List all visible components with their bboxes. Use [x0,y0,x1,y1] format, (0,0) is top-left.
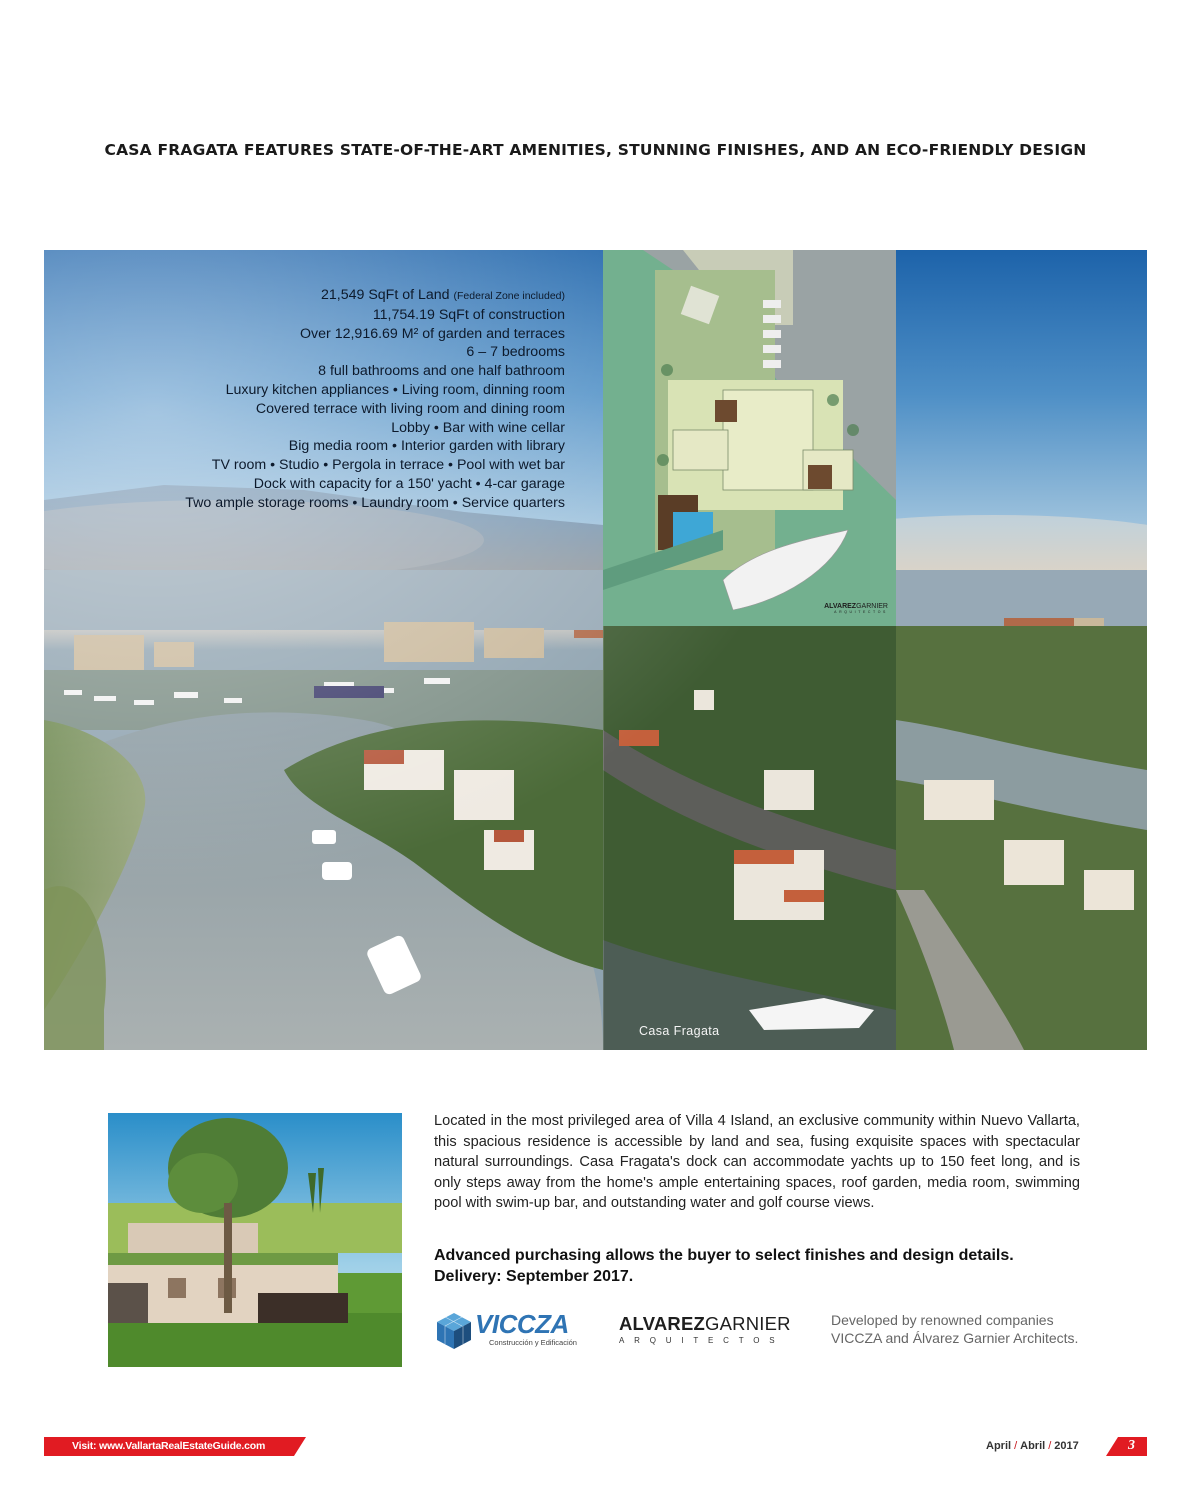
purchase-note-line1: Advanced purchasing allows the buyer to select finishes and design details. [434,1247,1014,1264]
alvarez-garnier-wordmark: ALVAREZGARNIER [619,1313,791,1334]
delivery-date: Delivery: September 2017. [434,1268,634,1285]
site-plan-drawing [603,250,896,626]
purchase-note [434,1245,1094,1287]
property-description: Located in the most privileged area of Villa 4 Island, an exclusive community within Nuevo Vallarta, this spacious residence is accessible by land and sea, fusing exquisite spaces with spectacular natural surroundings. Casa Fragata's dock can accommodate yachts up to 150 feet long, and is only steps away from the home's ample entertaining spaces, roof garden, media room, swimming pool with swim-up bar, and outstanding water and golf course views. [434,1113,1080,1211]
viccza-logo [434,1311,584,1351]
feature-item: Two ample storage rooms • Laundry room • Service quarters [185,494,565,511]
alvarez-garnier-subtitle: ARQUITECTOS [619,1336,785,1345]
feature-item: 6 – 7 bedrooms [466,344,565,361]
issue-date: April / Abril / 2017 [986,1440,1079,1452]
features-list [185,286,565,513]
plan-architect-logo: ALVAREZGARNIER ARQUITECTOS [824,603,888,614]
feature-item: 11,754.19 SqFt of construction [372,306,565,323]
page-number: 3 [1128,1438,1135,1453]
hero-aerial-image [44,250,1147,1050]
developed-by-text: Developed by renowned companies VICCZA and Álvarez Garnier Architects. [831,1312,1079,1346]
feature-item: Luxury kitchen appliances • Living room, dinning room [225,381,565,398]
footer-website-link[interactable]: Visit: www.VallartaRealEstateGuide.com [72,1440,266,1452]
feature-item: Over 12,916.69 M² of garden and terraces [300,325,565,342]
viccza-cube-icon [434,1311,474,1351]
feature-land: 21,549 SqFt of Land (Federal Zone included) [320,287,565,303]
feature-item: TV room • Studio • Pergola in terrace • Pool with wet bar [211,457,565,474]
feature-item: Dock with capacity for a 150' yacht • 4-car garage [253,475,565,492]
casa-fragata-aerial [603,626,897,1050]
viccza-tagline: Construcción y Edificación [489,1338,577,1347]
feature-item: Covered terrace with living room and dining room [255,400,565,417]
feature-item: Lobby • Bar with wine cellar [391,419,565,436]
house-rendering-photo [108,1113,402,1367]
house-rendering-image [108,1113,402,1367]
viccza-wordmark: VICCZA [475,1309,569,1339]
alvarez-garnier-logo [619,1313,791,1349]
page-headline: CASA FRAGATA FEATURES STATE-OF-THE-ART AMENITIES, STUNNING FINISHES, AND AN ECO-FRIENDLY DESIGN [104,141,1087,159]
photo-caption: Casa Fragata [639,1024,720,1038]
page-number-badge [1106,1437,1147,1456]
feature-item: Big media room • Interior garden with library [288,438,565,455]
site-plan [603,250,896,626]
feature-item: 8 full bathrooms and one half bathroom [318,363,565,380]
